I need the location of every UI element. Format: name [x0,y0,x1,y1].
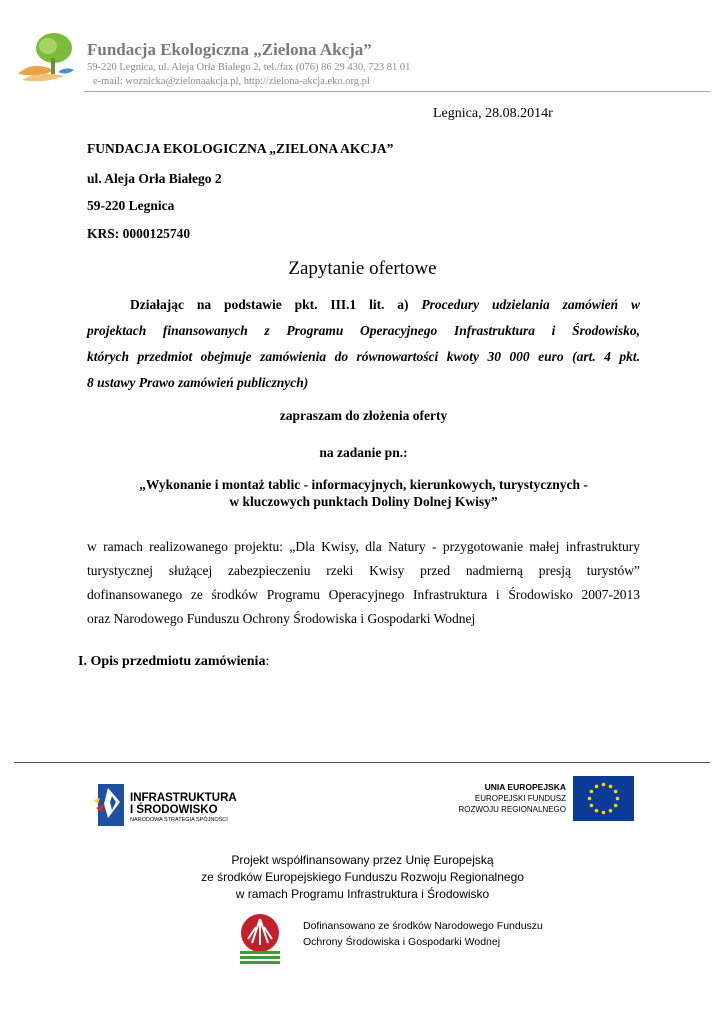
org-name: Fundacja Ekologiczna „Zielona Akcja” [87,40,372,59]
project-line4: oraz Narodowego Funduszu Ochrony Środowiska i Gospodarki Wodnej [87,611,476,626]
eu-line2: EUROPEJSKI FUNDUSZ [474,794,566,803]
eu-star-icon [614,804,618,808]
nfos-logo [238,913,282,965]
eu-line3: ROZWOJU REGIONALNEGO [458,805,566,814]
eu-star-icon [595,809,599,813]
footer-divider [14,762,710,763]
basis-line3: których przedmiot obejmuje zamówienia do równowartości kwoty 30 000 euro (art. 4 pkt. [87,349,640,364]
eu-star-icon [588,797,592,801]
section-1-title: I. Opis przedmiotu zamówienia [78,654,266,669]
cofinance-line3: w ramach Programu Infrastruktura i Środowisko [235,887,490,901]
nfos-text [303,918,543,950]
basis-line2: projektach finansowanych z Programu Operacyjnego Infrastruktura i Środowisko, [87,323,640,338]
project-line2: turystycznej służącej zabezpieczeniu rzeki Kwisy przed nadmierną presją turystów” [87,563,640,578]
cofinance-text [0,852,725,903]
nfos-line2: Ochrony Środowiska i Gospodarki Wodnej [303,936,501,948]
eu-star-icon [616,797,620,801]
eu-star-icon [609,809,613,813]
eu-flag-icon [573,776,634,821]
eu-star-icon [609,785,613,789]
project-line3: dofinansowanego ze środków Programu Operacyjnego Infrastruktura i Środowisko 2007-2013 [87,587,640,602]
project-line1: w ramach realizowanego projektu: „Dla Kwisy, dla Natury - przygotowanie małej infrastruktury [87,539,640,554]
krs-label: KRS [87,226,115,241]
nfos-line1: Dofinansowano ze środków Narodowego Funduszu [303,920,543,932]
pois-line1: INFRASTRUKTURA [130,792,237,804]
eu-logo-text [458,782,566,815]
pois-line3: NARODOWA STRATEGIA SPÓJNOŚCI [130,817,228,823]
task-label: na zadanie pn.: [319,445,408,460]
project-paragraph [87,535,640,631]
pois-star-icon [92,782,128,828]
recipient-krs [87,226,190,242]
basis-line1-italic: Procedury udzielania zamówień w [421,297,640,312]
eu-star-icon [590,804,594,808]
task-name-line2: w kluczowych punktach Doliny Dolnej Kwisy” [229,494,498,509]
letter-date: Legnica, 28.08.2014r [433,106,553,121]
org-contact-line1: 59-220 Legnica, ul. Aleja Orła Białego 2, tel./fax (076) 86 29 430, 723 81 01 [87,62,411,73]
pois-line2: I ŚRODOWISKO [130,804,218,816]
header-logo [14,30,78,86]
pois-logo-text [130,792,237,825]
basis-line4: 8 ustawy Prawo zamówień publicznych) [87,375,309,390]
cofinance-line1: Projekt współfinansowany przez Unię Europejską [231,853,494,867]
document-title: Zapytanie ofertowe [288,258,437,279]
eu-star-icon [602,811,606,815]
recipient-city: 59-220 Legnica [87,198,175,213]
recipient-name: FUNDACJA EKOLOGICZNA „ZIELONA AKCJA” [87,141,394,156]
section-1-heading [78,654,269,670]
nfos-tree-icon [238,913,282,965]
cofinance-line2: ze środków Europejskiego Funduszu Rozwoju Regionalnego [201,870,524,884]
tree-logo-icon [14,30,78,86]
invite-text: zapraszam do złożenia oferty [279,408,448,423]
basis-line1-plain: Działając na podstawie pkt. III.1 lit. a) [130,297,409,312]
recipient-street: ul. Aleja Orła Białego 2 [87,171,222,186]
legal-basis-paragraph [87,292,640,396]
eu-star-icon [590,790,594,794]
section-1-colon: : [265,654,270,669]
pois-star-logo [92,782,128,828]
org-contact-line2: e-mail: woznicka@zielonaakcja.pl, http://zielona-akcja.eko.org.pl [93,76,370,87]
eu-star-icon [614,790,618,794]
header-divider [84,91,710,92]
eu-star-icon [602,783,606,787]
eu-flag [573,776,634,821]
eu-line1: UNIA EUROPEJSKA [484,782,566,792]
task-name-line1: „Wykonanie i montaż tablic - informacyjnych, kierunkowych, turystycznych - [139,477,588,492]
eu-star-icon [595,785,599,789]
basis-line1 [87,292,640,318]
krs-value: : 0000125740 [114,226,191,241]
